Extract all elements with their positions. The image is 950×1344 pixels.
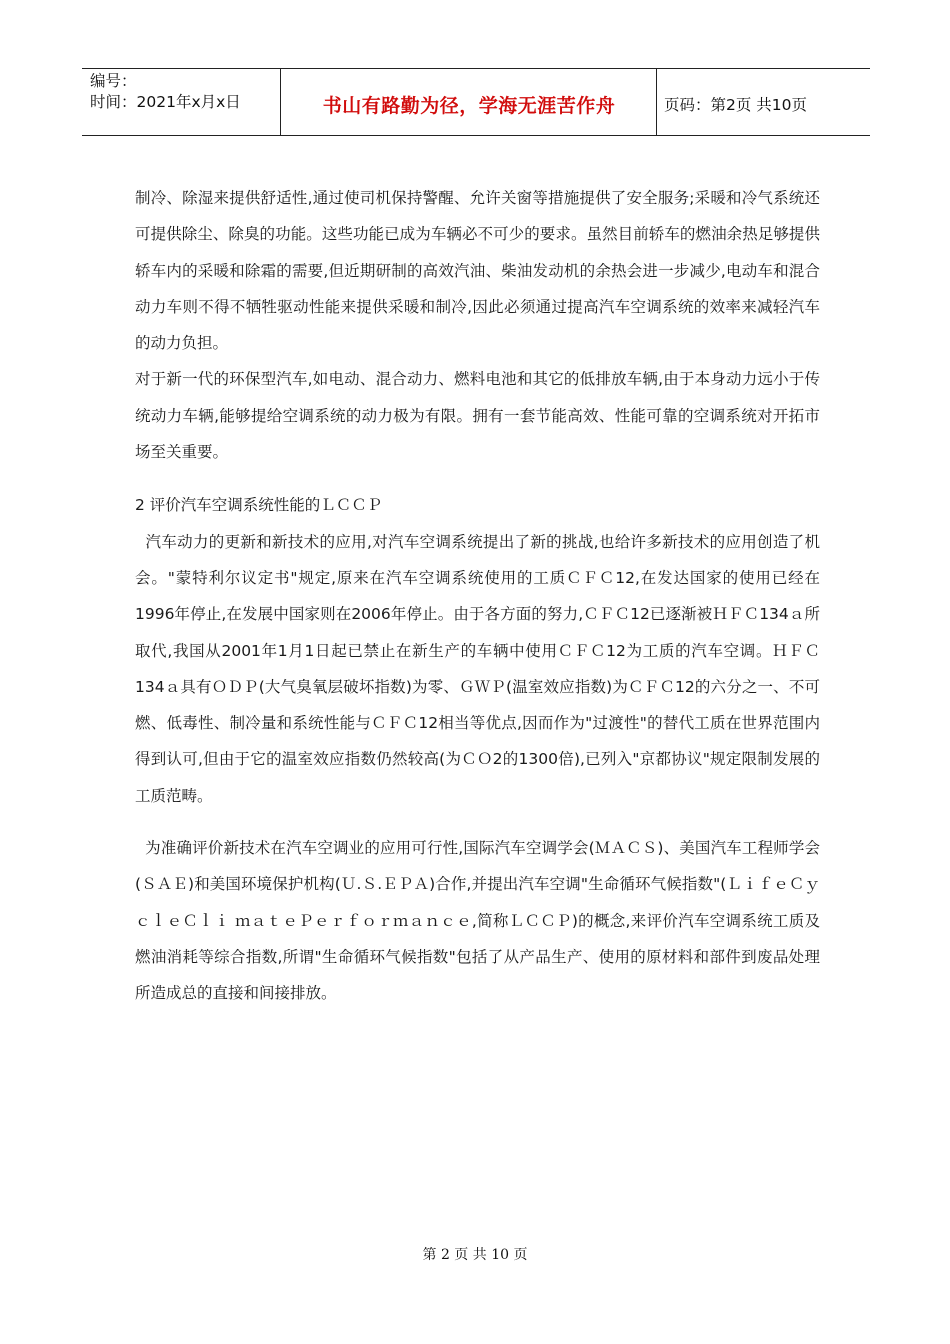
document-number-label: 编号： <box>90 72 137 90</box>
spacer <box>135 814 820 830</box>
header-divider-left <box>280 69 281 135</box>
header-meta <box>90 71 241 113</box>
paragraph-comfort-functions: 制冷、除湿来提供舒适性,通过使司机保持警醒、允许关窗等措施提供了安全服务;采暖和冷气系统还可提供除尘、除臭的功能。这些功能已成为车辆必不可少的要求。虽然目前轿车的燃油余热足够提供轿车内的采暖和除霜的需要,但近期研制的高效汽油、柴油发动机的余热会进一步减少,电动车和混合动力车则不得不牺牲驱动性能来提供采暖和制冷,因此必须通过提高汽车空调系统的效率来减轻汽车的动力负担。 <box>135 189 820 353</box>
paragraph-refrigerant-history: 汽车动力的更新和新技术的应用,对汽车空调系统提出了新的挑战,也给许多新技术的应用创造了机会。"蒙特利尔议定书"规定,原来在汽车空调系统使用的工质ＣＦＣ12,在发达国家的使用已经在1996年停止,在发展中国家则在2006年停止。由于各方面的努力,ＣＦＣ12已逐渐被ＨＦＣ134ａ所取代,我国从2001年1月1日起已禁止在新生产的车辆中使用ＣＦＣ12为工质的汽车空调。ＨＦＣ134ａ具有ＯＤＰ(大气臭氧层破坏指数)为零、ＧＷＰ(温室效应指数)为ＣＦＣ12的六分之一、不可燃、低毒性、制冷量和系统性能与ＣＦＣ12相当等优点,因而作为"过渡性"的替代工质在世界范围内得到认可,但由于它的温室效应指数仍然较高(为ＣＯ2的1300倍),已列入"京都协议"规定限制发展的工质范畴。 <box>135 532 821 805</box>
document-date: 时间：2021年x月x日 <box>90 93 241 111</box>
spacer <box>135 470 820 487</box>
header-page-info: 页码：第2页 共10页 <box>664 96 808 114</box>
paragraph-eco-vehicles: 对于新一代的环保型汽车,如电动、混合动力、燃料电池和其它的低排放车辆,由于本身动力远小于传统动力车辆,能够提给空调系统的动力极为有限。拥有一套节能高效、性能可靠的空调系统对开拓市场至关重要。 <box>135 370 820 462</box>
document-body <box>135 180 820 1012</box>
header-divider-right <box>656 69 657 135</box>
paragraph-lccp-definition: 为准确评价新技术在汽车空调业的应用可行性,国际汽车空调学会(ＭＡＣＳ)、美国汽车工程师学会(ＳＡＥ)和美国环境保护机构(Ｕ.Ｓ.ＥＰＡ)合作,并提出汽车空调"生命循环气候指数"(ＬｉｆｅＣｙｃｌｅＣｌｉ ｍａｔｅＰｅｒｆｏｒｍａｎｃｅ,简称ＬＣＣＰ)的概念,来评价汽车空调系统工质及燃油消耗等综合指数,所谓"生命循环气候指数"包括了从产品生产、使用的原材料和部件到废品处理所造成总的直接和间接排放。 <box>135 839 820 1003</box>
page-footer: 第 2 页 共 10 页 <box>422 1247 528 1263</box>
page-header <box>82 68 870 136</box>
section-heading-lccp: 2 评价汽车空调系统性能的ＬＣＣＰ <box>135 496 383 515</box>
header-motto: 书山有路勤为径，学海无涯苦作舟 <box>322 95 616 117</box>
